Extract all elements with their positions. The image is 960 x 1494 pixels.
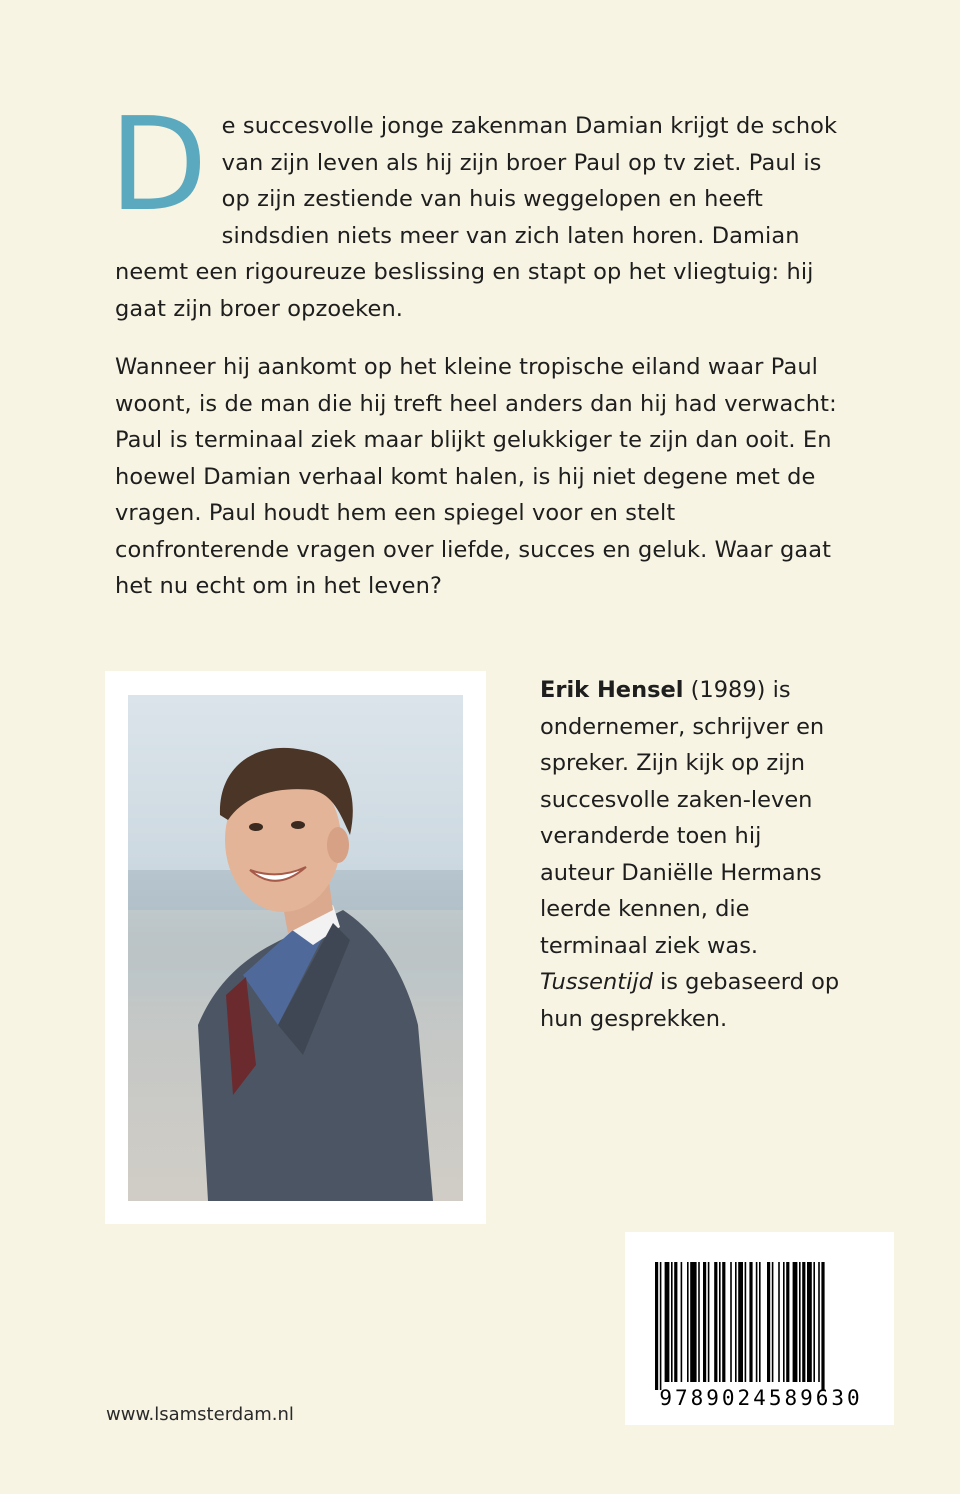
barcode-bar xyxy=(802,1262,805,1382)
barcode-bar xyxy=(786,1262,789,1382)
blurb-paragraph-1-text: e succesvolle jonge zakenman Damian krijgt de schok van zijn leven als hij zijn broer Paul op tv ziet. Paul is op zijn zestiende van huis weggelopen en heeft sindsdien niets meer van zich laten horen. Damian neemt een rigoureuze beslissing en stapt op het vliegtuig: hij gaat zijn broer opzoeken. xyxy=(115,113,838,322)
author-portrait-illustration xyxy=(128,695,463,1201)
barcode-bar xyxy=(674,1262,677,1382)
author-photo xyxy=(128,695,463,1201)
barcode-bar xyxy=(722,1262,725,1382)
barcode xyxy=(625,1232,894,1425)
barcode-bar xyxy=(698,1262,700,1382)
book-title: Tussentijd xyxy=(540,969,653,995)
barcode-bar xyxy=(735,1262,737,1382)
barcode-bar xyxy=(719,1262,721,1382)
barcode-bar xyxy=(730,1262,732,1382)
barcode-bar xyxy=(793,1262,798,1382)
blurb-paragraph-1 xyxy=(109,91,840,327)
barcode-bar xyxy=(655,1262,658,1390)
barcode-bar xyxy=(687,1262,689,1382)
barcode-bar xyxy=(759,1262,761,1382)
author-bio-text-1: (1989) is ondernemer, schrijver en spreker. Zijn kijk op zijn succesvolle zaken-leven veranderde toen hij auteur Daniëlle Hermans leerde kennen, die terminaal ziek was. xyxy=(540,677,825,959)
drop-cap: D xyxy=(109,91,208,240)
publisher-website: www.lsamsterdam.nl xyxy=(106,1404,294,1425)
barcode-bar xyxy=(813,1262,815,1382)
barcode-bar xyxy=(665,1262,670,1382)
author-photo-frame xyxy=(105,671,486,1224)
barcode-bar xyxy=(756,1262,758,1382)
back-cover-blurb xyxy=(109,91,840,605)
barcode-bar xyxy=(738,1262,743,1382)
author-name: Erik Hensel xyxy=(540,677,684,703)
author-bio xyxy=(540,672,840,1037)
barcode-bar xyxy=(714,1262,717,1382)
barcode-bar xyxy=(749,1262,752,1382)
blurb-paragraph-2: Wanneer hij aankomt op het kleine tropische eiland waar Paul woont, is de man die hij treft heel anders dan hij had verwacht: Paul is terminaal ziek maar blijkt gelukkiger te zijn dan ooit. En hoewel Damian verhaal komt halen, is hij niet degene met de vragen. Paul houdt hem een spiegel voor en stelt confronterende vragen over liefde, succes en geluk. Waar gaat het nu echt om in het leven? xyxy=(115,354,837,599)
barcode-bar xyxy=(690,1262,696,1382)
isbn-number: 9789024589630 xyxy=(659,1386,863,1410)
barcode-bar xyxy=(681,1262,683,1382)
barcode-bar xyxy=(703,1262,706,1382)
barcode-bar xyxy=(799,1262,801,1382)
barcode-bar xyxy=(772,1262,774,1382)
barcode-bar xyxy=(818,1262,820,1382)
barcode-bar xyxy=(783,1262,785,1382)
barcode-bar xyxy=(745,1262,747,1382)
author-bio-text-2: is gebaseerd op hun gesprekken. xyxy=(540,969,840,1032)
barcode-bar xyxy=(660,1262,662,1390)
barcode-bar xyxy=(708,1262,710,1382)
barcode-bar xyxy=(671,1262,673,1382)
barcode-bar xyxy=(767,1262,770,1382)
barcode-bar xyxy=(821,1262,824,1390)
barcode-bar xyxy=(778,1262,780,1382)
barcode-bar xyxy=(807,1262,812,1382)
